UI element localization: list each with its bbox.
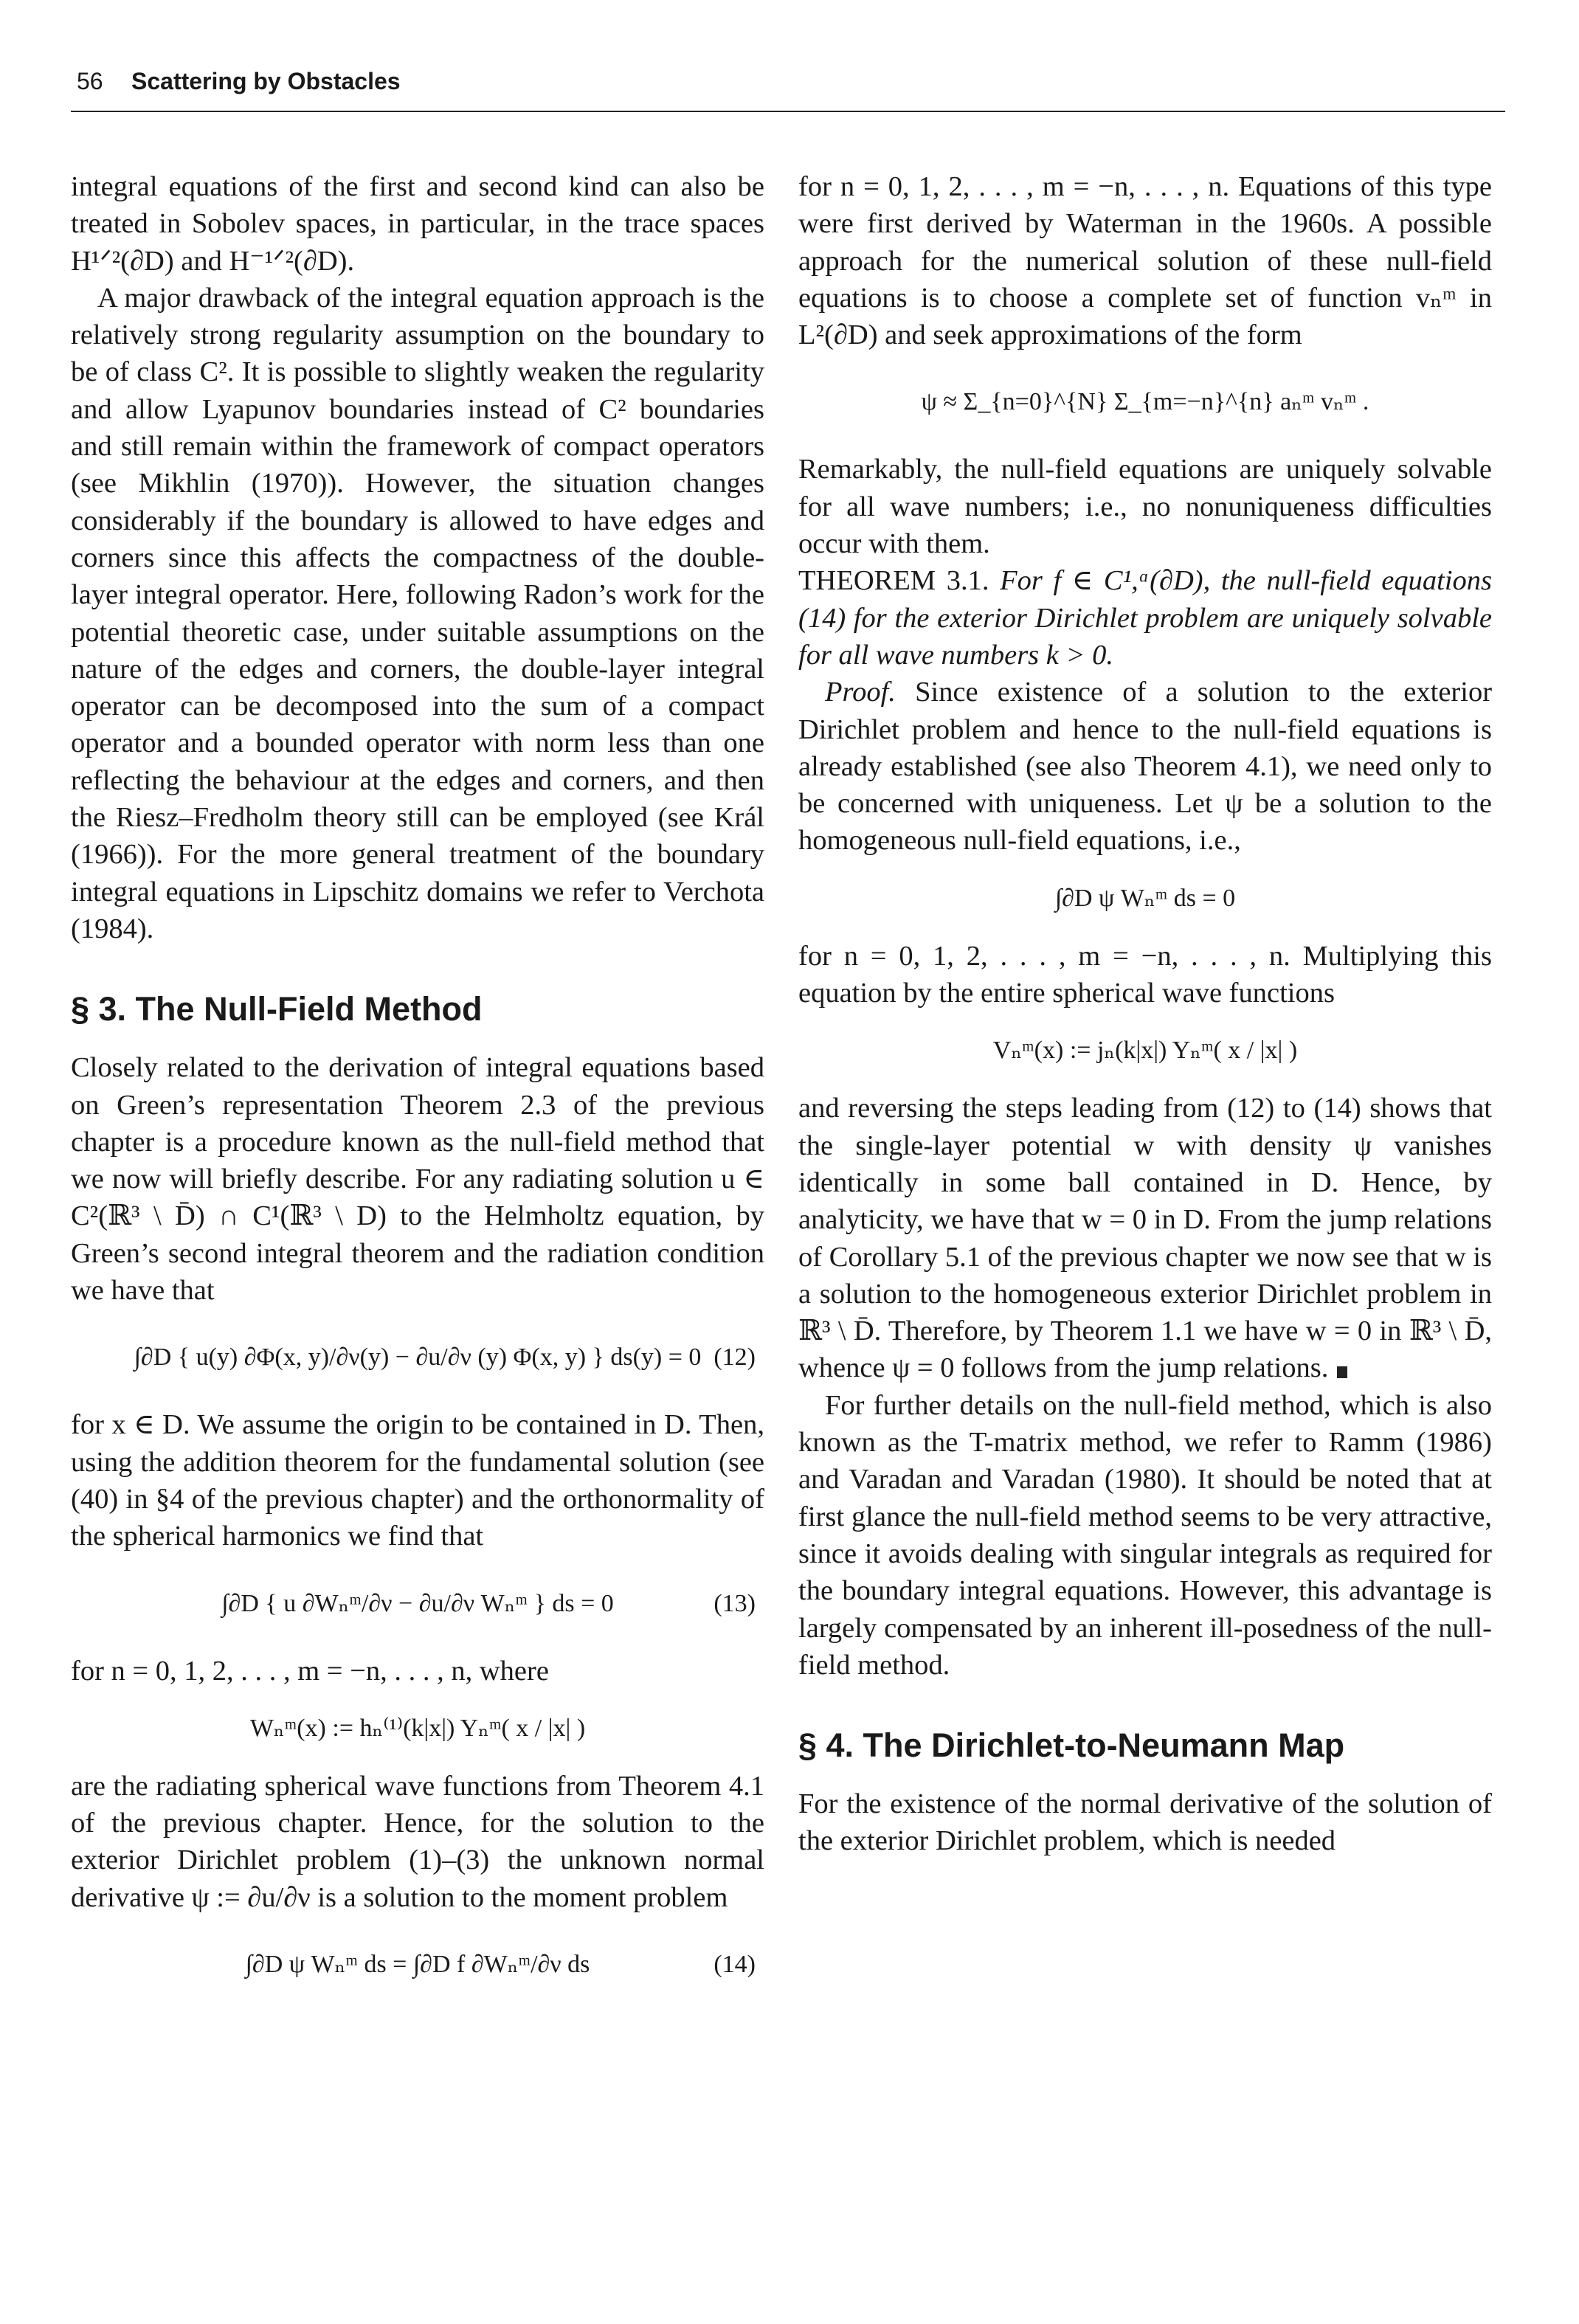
equation-body: ∫∂D ψ Wₙᵐ ds = ∫∂D f ∂Wₙᵐ/∂ν ds — [245, 1950, 590, 1978]
equation-12 — [71, 1322, 764, 1393]
equation-number: (13) — [714, 1589, 756, 1617]
proof-paragraph — [798, 674, 1492, 859]
equation-body: ψ ≈ Σ_{n=0}^{N} Σ_{m=−n}^{n} aₙᵐ vₙᵐ . — [921, 388, 1369, 416]
running-title: Scattering by Obstacles — [131, 68, 401, 94]
equation-w-definition — [71, 1703, 764, 1754]
equation-14 — [71, 1929, 764, 2000]
paragraph: integral equations of the first and second kind can also be treated in Sobolev spaces, in particular, in the trace spaces H¹ᐟ²(∂D) and H⁻¹ᐟ²(∂D). — [71, 171, 764, 277]
equation-body: Wₙᵐ(x) := hₙ⁽¹⁾(k|x|) Yₙᵐ( x / |x| ) — [249, 1714, 586, 1742]
paragraph: Remarkably, the null-field equations are uniquely solvable for all wave numbers; i.e., no nonuniqueness difficulties occur with them. — [798, 454, 1492, 560]
left-column — [71, 168, 764, 2013]
paragraph: For the existence of the normal derivative of the solution of the exterior Dirichlet problem, which is needed — [798, 1788, 1492, 1857]
paragraph: A major drawback of the integral equation approach is the relatively strong regularity assumption on the boundary to be of class C². It is possible to slightly weaken the regularity and allow Lyapunov boundaries instead of C² boundaries and still remain within the framework of compact operators (see Mikhlin (1970)). However, the situation changes considerably if the boundary is allowed to have edges and corners since this affects the compactness of the double-layer integral operator. Here, following Radon’s work for the potential theoretic case, under suitable assumptions on the nature of the edges and corners, the double-layer integral operator can be decomposed into the sum of a compact operator and a bounded operator with norm less than one reflecting the behaviour at the edges and corners, and then the Riesz–Fredholm theory still can be employed (see Král (1966)). For the more general treatment of the boundary integral equations in Lipschitz domains we refer to Verchota (1984). — [71, 282, 764, 944]
qed-square-icon — [1337, 1366, 1347, 1378]
proof-label: Proof. — [825, 677, 896, 708]
equation-body: ∫∂D { u ∂Wₙᵐ/∂ν − ∂u/∂ν Wₙᵐ } ds = 0 — [221, 1589, 614, 1617]
paragraph: for n = 0, 1, 2, . . . , m = −n, . . . , n, where — [71, 1655, 549, 1687]
equation-homogeneous — [798, 873, 1492, 924]
equation-13 — [71, 1569, 764, 1639]
proof-text: and reversing the steps leading from (12) to (14) shows that the single-layer potential w with density ψ vanishes identically in some ball contained in D. Hence, by analyticity, we have that w = 0 in D. From the jump relations of Corollary 5.1 of the previous chapter we now see that w is a solution to the homogeneous exterior Dirichlet problem in ℝ³ \ D̄. Therefore, by Theorem 1.1 we have w = 0 in ℝ³ \ D̄, whence ψ = 0 follows from the jump relations. — [798, 1093, 1492, 1384]
paragraph: for n = 0, 1, 2, . . . , m = −n, . . . , n. Equations of this type were first derived by Waterman in the 1960s. A possible approach for the numerical solution of these null-field equations is to choose a complete set of function vₙᵐ in L²(∂D) and seek approximations of the form — [798, 171, 1492, 351]
section-heading-3: § 3. The Null-Field Method — [71, 990, 483, 1028]
paragraph: for n = 0, 1, 2, . . . , m = −n, . . . , n. Multiplying this equation by the entire spherical wave functions — [798, 940, 1492, 1009]
theorem-label: THEOREM 3.1. — [798, 565, 989, 597]
equation-approximation — [798, 367, 1492, 438]
equation-body: Vₙᵐ(x) := jₙ(k|x|) Yₙᵐ( x / |x| ) — [992, 1037, 1298, 1065]
equation-number: (14) — [714, 1950, 756, 1978]
paragraph: For further details on the null-field method, which is also known as the T-matrix method, we refer to Ramm (1986) and Varadan and Varadan (1980). It should be noted that at first glance the null-field method seems to be very attractive, since it avoids dealing with singular integrals as required for the boundary integral equations. However, this advantage is largely compensated by an inherent ill-posedness of the null-field method. — [798, 1389, 1492, 1681]
page-header — [71, 68, 1505, 109]
paragraph: for x ∈ D. We assume the origin to be contained in D. Then, using the addition theorem for the fundamental solution (see (40) in §4 of the previous chapter) and the orthonormality of the spherical harmonics we find that — [71, 1409, 764, 1552]
header-rule — [71, 111, 1505, 112]
equation-body: ∫∂D ψ Wₙᵐ ds = 0 — [1054, 884, 1236, 912]
equation-body: ∫∂D { u(y) ∂Φ(x, y)/∂ν(y) − ∂u/∂ν (y) Φ(x, y) } ds(y) = 0 — [134, 1343, 702, 1372]
theorem-text: For f ∈ C¹,ᵅ(∂D), the null-field equations (14) for the exterior Dirichlet problem are uniquely solvable for all wave numbers k > 0. — [798, 565, 1492, 671]
theorem-3-1 — [798, 562, 1492, 674]
proof-text: Since existence of a solution to the exterior Dirichlet problem and hence to the null-field equations is already established (see also Theorem 4.1), we need only to be concerned with uniqueness. Let ψ be a solution to the homogeneous null-field equations, i.e., — [798, 677, 1493, 857]
equation-number: (12) — [714, 1343, 756, 1372]
page-number: 56 — [77, 68, 103, 94]
right-column — [798, 168, 1492, 1860]
equation-v-definition — [798, 1025, 1492, 1076]
paragraph: Closely related to the derivation of integral equations based on Green’s representation Theorem 2.3 of the previous chapter is a procedure known as the null-field method that we now will briefly describe. For any radiating solution u ∈ C²(ℝ³ \ D̄) ∩ C¹(ℝ³ \ D) to the Helmholtz equation, by Green’s second integral theorem and the radiation condition we have that — [71, 1052, 764, 1307]
paragraph: are the radiating spherical wave functions from Theorem 4.1 of the previous chapter. Hence, for the solution to the exterior Dirichlet problem (1)–(3) the unknown normal derivative ψ := ∂u/∂ν is a solution to the moment problem — [71, 1770, 764, 1913]
section-heading-4: § 4. The Dirichlet-to-Neumann Map — [798, 1726, 1345, 1765]
paragraph — [798, 1090, 1492, 1386]
